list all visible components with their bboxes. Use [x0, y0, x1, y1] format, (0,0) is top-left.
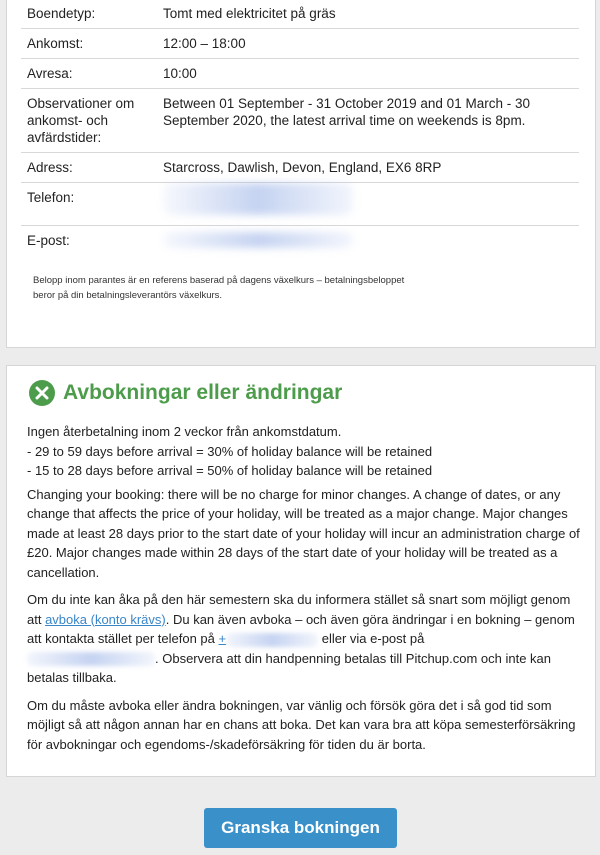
- booking-details-card: [6, 0, 596, 348]
- policy-line-2: - 15 to 28 days before arrival = 50% of holiday balance will be retained: [27, 463, 433, 478]
- changing-booking-text: Changing your booking: there will be no charge for minor changes. A change of dates, or any change that affects the price of your holiday, will be treated as a major change. Major changes made at least 28 days prior to the start date of your holiday will incur an administration charge of £20. Major changes made within 28 days of the start date of your holiday will be treated as a cancellation.: [27, 486, 580, 580]
- cancellation-header: [29, 378, 342, 408]
- details-row-departure: [21, 59, 579, 89]
- inform-text-2: . Du kan även avboka – och även göra ändringar i en bokning – genom att kontakta stället per telefon på: [27, 611, 575, 646]
- inform-text-1: Om du inte kan åka på den här semestern ska du informera stället så snart som möjligt genom att: [27, 592, 571, 627]
- review-booking-button[interactable]: Granska bokningen: [204, 808, 397, 848]
- details-row-arrival: [21, 29, 579, 59]
- exchange-rate-footnote: Belopp inom parantes är en referens baserad på dagens växelkurs – betalningsbeloppet beror på din betalningsleverantörs växelkurs.: [33, 275, 405, 301]
- details-row-accommodation: [21, 0, 579, 29]
- observations-label: Observationer om ankomst- och avfärdstider:: [21, 89, 151, 153]
- email-redacted-inline: [27, 652, 155, 666]
- phone-value: [151, 183, 579, 226]
- policy-line-1: - 29 to 59 days before arrival = 30% of holiday balance will be retained: [27, 443, 433, 459]
- departure-label: Avresa:: [21, 59, 151, 89]
- phone-link-prefix[interactable]: +: [218, 631, 227, 646]
- inform-text-4: . Observera att din handpenning betalas till Pitchup.com och inte kan betalas tillbaka.: [27, 650, 552, 685]
- cancellation-card: [6, 365, 596, 777]
- arrival-value: 12:00 – 18:00: [151, 29, 579, 59]
- observations-value: Between 01 September - 31 October 2019 and 01 March - 30 September 2020, the latest arrival time on weekends is 8pm.: [151, 89, 579, 153]
- details-table: [21, 0, 579, 258]
- cancellation-body: [27, 422, 583, 762]
- email-label: E-post:: [27, 233, 70, 248]
- inform-text-3: eller via e-post på: [318, 631, 425, 646]
- advice-text: Om du måste avboka eller ändra bokningen, var vänlig och försök göra det i så god tid som möjligt så att någon annan har en chans att boka. Det kan vara bra att köpa semesterförsäkring för avbokningar och egendoms-/skadeförsäkring för tiden du är borta.: [27, 697, 576, 752]
- details-row-address: [21, 153, 579, 183]
- close-circle-icon: [29, 380, 55, 406]
- accommodation-value: Tomt med elektricitet på gräs: [151, 0, 579, 29]
- email-value: [151, 226, 579, 259]
- policy-intro: Ingen återbetalning inom 2 veckor från ankomstdatum.: [27, 424, 342, 439]
- email-redacted: [163, 232, 353, 248]
- cancellation-title: Avbokningar eller ändringar: [63, 381, 343, 404]
- arrival-label: Ankomst:: [21, 29, 151, 59]
- policy-block: [27, 422, 583, 481]
- accommodation-label: Boendetyp:: [21, 0, 151, 29]
- address-value: Starcross, Dawlish, Devon, England, EX6 8RP: [151, 153, 579, 183]
- details-row-phone: [21, 183, 579, 226]
- details-row-observations: [21, 89, 579, 153]
- address-label: Adress:: [21, 153, 151, 183]
- details-row-email: [21, 226, 579, 259]
- departure-value: 10:00: [151, 59, 579, 89]
- phone-label: Telefon:: [21, 183, 151, 226]
- inform-paragraph: [27, 590, 583, 688]
- phone-redacted-inline: [226, 633, 318, 647]
- cancel-account-link[interactable]: avboka (konto krävs): [45, 611, 166, 627]
- phone-redacted: [163, 183, 353, 215]
